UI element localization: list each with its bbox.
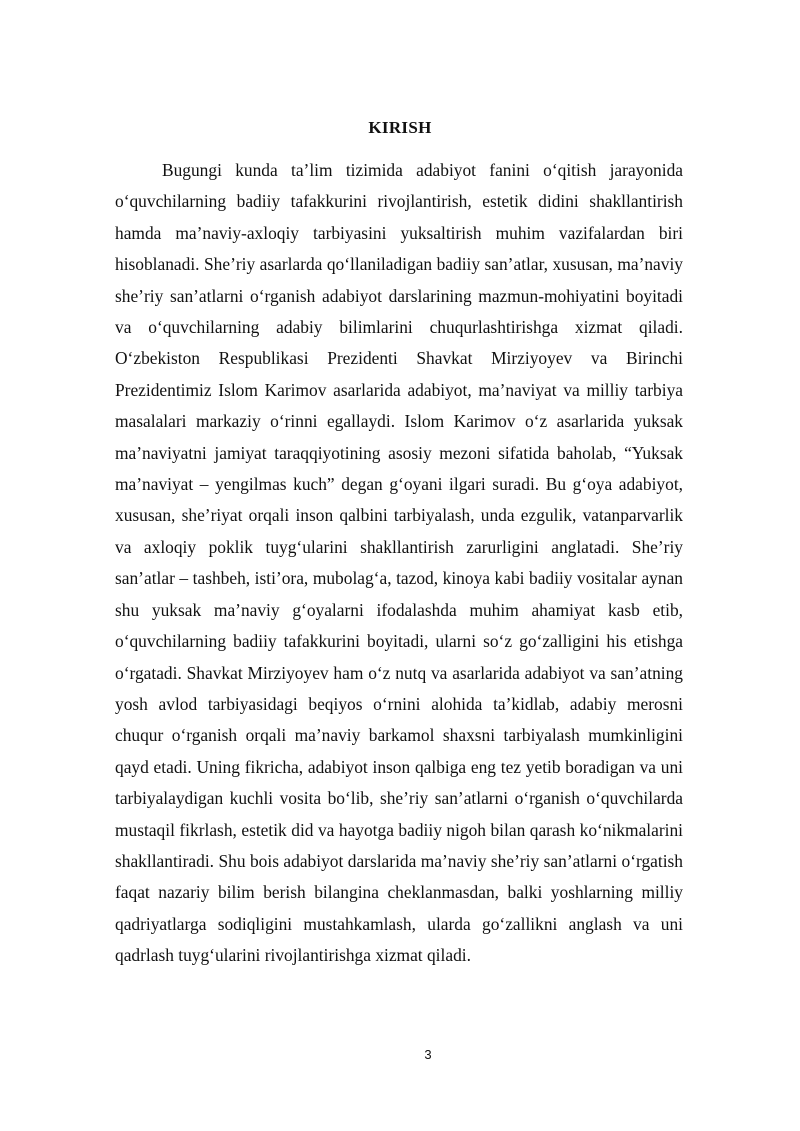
section-heading: KIRISH — [368, 118, 432, 137]
body-paragraph: Bugungi kunda ta’lim tizimida adabiyot fanini o‘qitish jarayonida o‘quvchilarning badiiy tafakkurini rivojlantirish, estetik didini shakllantirish hamda ma’naviy-axloqiy tarbiyasini yuksaltirish muhim vazifalardan biri hisoblanadi. She’riy asarlarda qo‘llaniladigan badiiy san’atlar, xususan, ma’naviy she’riy san’atlarni o‘rganish adabiyot darslarining mazmun-mohiyatini boyitadi va o‘quvchilarning adabiy bilimlarini chuqurlashtirishga xizmat qiladi. O‘zbekiston Respublikasi Prezidenti Shavkat Mirziyoyev va Birinchi Prezidentimiz Islom Karimov asarlarida adabiyot, ma’naviyat va milliy tarbiya masalalari markaziy o‘rinni egallaydi. Islom Karimov o‘z asarlarida yuksak ma’naviyatni jamiyat taraqqiyotining asosiy mezoni sifatida baholab, “Yuksak ma’naviyat – yengilmas kuch” degan g‘oyani ilgari suradi. Bu g‘oya adabiyot, xususan, she’riyat orqali inson qalbini tarbiyalash, unda ezgulik, vatanparvarlik va axloqiy poklik tuyg‘ularini shakllantirish zarurligini anglatadi. She’riy san’atlar – tashbeh, isti’ora, mubolag‘a, tazod, kinoya kabi badiiy vositalar aynan shu yuksak ma’naviy g‘oyalarni ifodalashda muhim ahamiyat kasb etib, o‘quvchilarning badiiy tafakkurini boyitadi, ularni so‘z go‘zalligini his etishga o‘rgatadi. Shavkat Mirziyoyev ham o‘z nutq va asarlarida adabiyot va san’atning yosh avlod tarbiyasidagi beqiyos o‘rnini alohida ta’kidlab, adabiy merosni chuqur o‘rganish orqali ma’naviy barkamol shaxsni tarbiyalash mumkinligini qayd etadi. Uning fikricha, adabiyot inson qalbiga eng tez yetib boradigan va uni tarbiyalaydigan kuchli vosita bo‘lib, she’riy san’atlarni o‘rganish o‘quvchilarda mustaqil fikrlash, estetik did va hayotga badiiy nigoh bilan qarash ko‘nikmalarini shakllantiradi. Shu bois adabiyot darslarida ma’naviy she’riy san’atlarni o‘rgatish faqat nazariy bilim berish bilangina cheklanmasdan, balki yoshlarning milliy qadriyatlarga sodiqligini mustahkamlash, ularda go‘zallikni anglash va uni qadrlash tuyg‘ularini rivojlantirishga xizmat qiladi. — [115, 160, 683, 966]
page-number: 3 — [424, 1047, 432, 1062]
